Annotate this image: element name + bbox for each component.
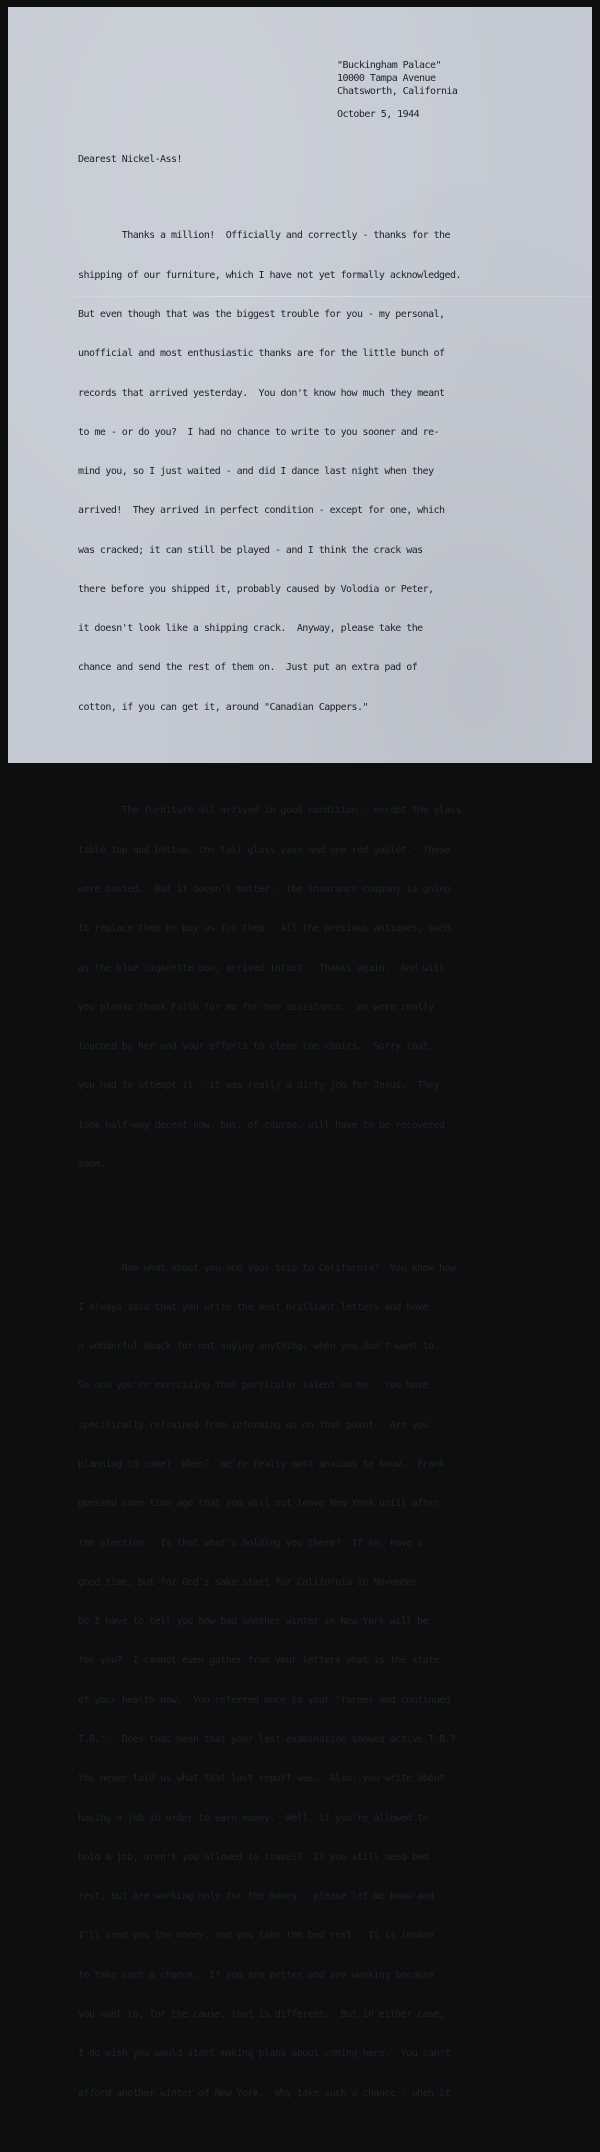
text-line: rest, but are working only for the money - please let me know and (78, 1891, 434, 1903)
text-line: afford another winter of New York. Why take such a chance - when it (78, 2087, 450, 2099)
text-line: the election. Is that what's holding you there? If so, have a (78, 1537, 423, 1549)
text-line: touched by her and your efforts to clean the chairs. Sorry that (78, 1041, 429, 1053)
text-line: were busted. But it doesn't matter - the insurance company is going (78, 883, 450, 895)
text-line: it doesn't look like a shipping crack. Anyway, please take the (78, 623, 423, 635)
text-line: I always said that you write the most brilliant letters and have (78, 1301, 429, 1313)
text-line: Do I have to tell you how bad another winter in New York will be (78, 1616, 429, 1628)
text-line: I'll send you the money, and you take the bed rest. It is insane (78, 1930, 434, 1942)
text-line: to replace them or pay us for them. All the precious antiques, such (78, 923, 450, 935)
address-line: "Buckingham Palace" (337, 60, 441, 71)
address-line: 10000 Tampa Avenue (337, 73, 436, 85)
text-line: as the blue cigarette box, arrived intact. Thanks again. And will (78, 962, 445, 974)
text-line: there before you shipped it, probably caused by Volodia or Peter, (78, 583, 434, 595)
text-line: to me - or do you? I had no chance to write to you sooner and re- (78, 426, 440, 438)
text-line: look half-way decent now, but, of course, will have to be recovered (78, 1119, 445, 1131)
paragraph-thanks (78, 203, 461, 740)
text-line: But even though that was the biggest trouble for you - my personal, (78, 308, 445, 320)
text-line: So now you're exercising that particular talent on me. You have (78, 1380, 429, 1392)
text-line: guessed some time ago that you will not leave New York until after (78, 1498, 440, 1510)
paragraph-furniture (78, 778, 461, 1197)
text-line: was cracked; it can still be played - and I think the crack was (78, 544, 423, 556)
text-line: having a job in order to earn money. Well, if you're allowed to (78, 1812, 429, 1824)
text-line: you had to attempt it - it was really a dirty job for Jesus. They (78, 1080, 440, 1092)
text-line: hold a job, aren't you allowed to travel? If you still need bed (78, 1851, 429, 1863)
text-line: shipping of our furniture, which I have not yet formally acknowledged. (78, 269, 461, 281)
text-line: You never told us what that last report was. Also, you write about (78, 1773, 445, 1785)
text-line: T.B.". Does that mean that your last examination showed active T.B.? (78, 1733, 456, 1745)
address-line: Chatsworth, California (337, 86, 458, 98)
text-line: unofficial and most enthusiastic thanks are for the little bunch of (78, 348, 445, 360)
text-line: cotton, if you can get it, around "Canadian Cappers." (78, 701, 368, 713)
text-line: a wonderful knack for not saying anything, when you don't want to. (78, 1341, 440, 1353)
text-line: to take such a chance. If you are better and are working because (78, 1969, 434, 1981)
text-line: mind you, so I just waited - and did I dance last night when they (78, 466, 434, 478)
salutation: Dearest Nickel-Ass! (78, 154, 182, 165)
text-line: soon. (78, 1158, 106, 1170)
text-line: Thanks a million! Officially and correctly - thanks for the (78, 230, 450, 242)
text-line: Now what about you and your trip to California? You know how (78, 1262, 456, 1274)
text-line: The furniture all arrived in good condition - except the glass (78, 805, 461, 817)
text-line: arrived! They arrived in perfect condition - except for one, which (78, 505, 445, 517)
text-line: planning to come? When? We're really most anxious to know. Frank (78, 1459, 445, 1470)
text-line: specifically refrained from informing us on that point. Are you (78, 1419, 429, 1431)
letter-date: October 5, 1944 (337, 109, 420, 120)
text-line: good time, but for God's sake start for California in November. (78, 1576, 423, 1588)
return-address (337, 59, 457, 98)
text-line: I do wish you would start making plans about coming here. You can't (78, 2048, 450, 2060)
text-line: you please thank Faith for me for her assistance. We were really (78, 1001, 434, 1013)
text-line: you want to, for the cause, that is different. But in either case, (78, 2008, 445, 2020)
letter-body (78, 177, 461, 2152)
text-line: for you? I cannot even gather from your letters what is the state (78, 1655, 440, 1667)
paragraph-trip (78, 1235, 461, 2125)
letter-page (8, 7, 592, 2099)
text-line: records that arrived yesterday. You don't know how much they meant (78, 387, 445, 399)
text-line: chance and send the rest of them on. Just put an extra pad of (78, 662, 418, 674)
text-line: of your health now. You referred once to your "former and continued (78, 1694, 450, 1706)
text-line: table top and bottom, the tall glass vase and one red goblet. These (78, 844, 450, 856)
